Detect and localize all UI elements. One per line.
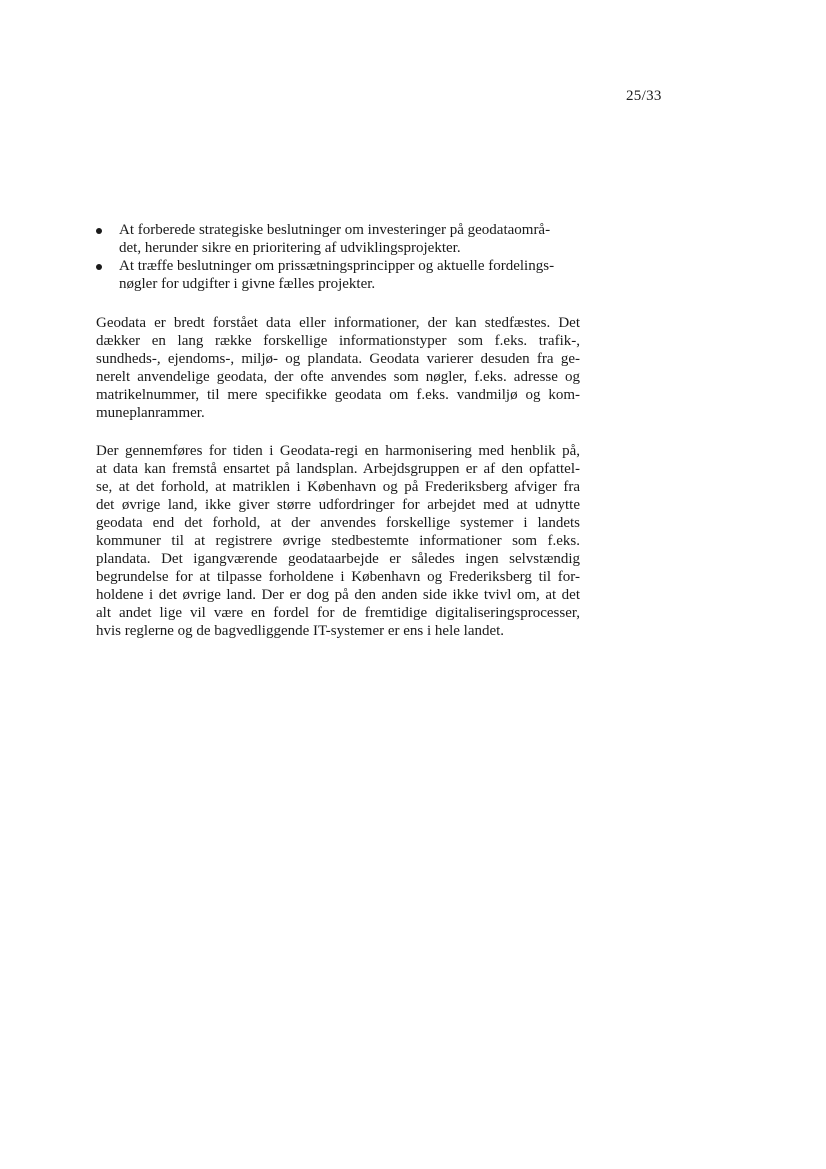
paragraph-line: dækker en lang række forskellige informationstyper som f.eks. trafik-, [96,333,580,349]
paragraph-geodata-definition [96,314,580,422]
paragraph-line: matrikelnummer, til mere specifikke geodata om f.eks. vandmiljø og kom- [96,387,580,403]
paragraph-line: muneplanrammer. [96,405,205,421]
paragraph-line: holdene i det øvrige land. Der er dog på den anden side ikke tvivl om, at det [96,587,580,603]
paragraph-line: det øvrige land, ikke giver større udfordringer for arbejdet med at udnytte [96,497,580,513]
paragraph-line: at data kan fremstå ensartet på landsplan. Arbejdsgruppen er af den opfattel- [96,461,580,477]
paragraph-line: kommuner til at registrere øvrige stedbestemte informationer som f.eks. [96,533,580,549]
bullet-line: nøgler for udgifter i givne fælles projekter. [119,276,376,292]
paragraph-line: sundheds-, ejendoms-, miljø- og plandata. Geodata varierer desuden fra ge- [96,351,580,367]
bullet-line: det, herunder sikre en prioritering af udviklingsprojekter. [119,240,461,256]
paragraph-line: geodata end det forhold, at der anvendes forskellige systemer i landets [96,515,580,531]
bullet-item [96,257,580,293]
paragraph-line: Geodata er bredt forstået data eller informationer, der kan stedfæstes. Det [96,315,580,331]
paragraph-line: hvis reglerne og de bagvedliggende IT-systemer er ens i hele landet. [96,623,505,639]
paragraph-line: se, at det forhold, at matriklen i København og på Frederiksberg afviger fra [96,479,580,495]
bullet-dot [96,228,102,234]
paragraph-line: alt andet lige vil være en fordel for de fremtidige digitaliseringsprocesser, [96,605,580,621]
bullet-line: At forberede strategiske beslutninger om investeringer på geodataområ- [119,222,551,238]
paragraph-line: nerelt anvendelige geodata, der ofte anvendes som nøgler, f.eks. adresse og [96,369,580,385]
document-body [96,221,580,640]
paragraph-line: begrundelse for at tilpasse forholdene i København og Frederiksberg til for- [96,569,580,585]
bullet-list [96,221,580,293]
paragraph-line: Der gennemføres for tiden i Geodata-regi en harmonisering med henblik på, [96,443,580,459]
paragraph-harmonisation [96,442,580,640]
bullet-dot [96,264,102,270]
paragraph-line: plandata. Det igangværende geodataarbejde er således ingen selvstændig [96,551,580,567]
page-number: 25/33 [626,88,662,104]
bullet-line: At træffe beslutninger om prissætningsprincipper og aktuelle fordelings- [119,258,555,274]
bullet-item [96,221,580,257]
